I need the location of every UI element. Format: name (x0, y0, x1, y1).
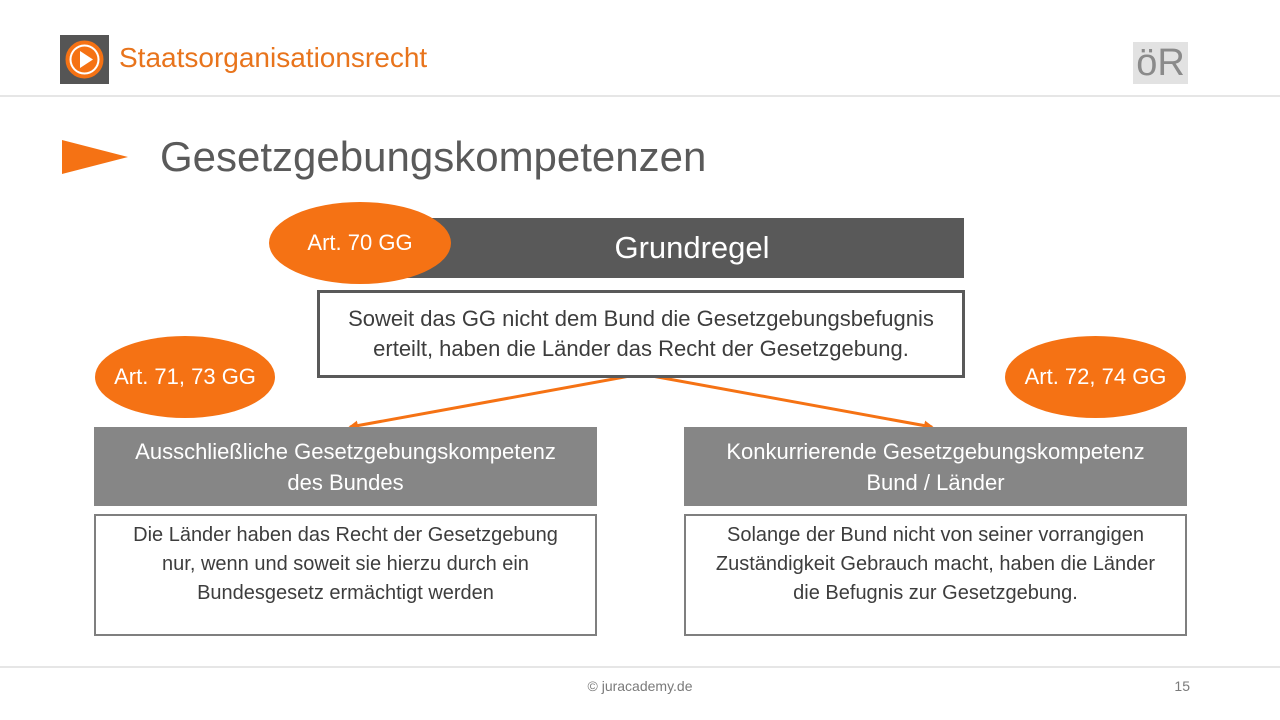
desc-line: Solange der Bund nicht von seiner vorrangigen (727, 524, 1144, 546)
exclusive-competence-heading (94, 427, 597, 506)
arrow-to-exclusive (350, 374, 641, 427)
footer-divider (0, 666, 1280, 668)
desc-line: Zuständigkeit Gebrauch macht, haben die Länder (715, 553, 1156, 575)
heading-line: Ausschließliche Gesetzgebungskompetenz (135, 438, 556, 464)
desc-line: die Befugnis zur Gesetzgebung. (793, 582, 1078, 604)
article-label: Art. 70 GG (307, 230, 413, 255)
article-label: Art. 71, 73 GG (114, 364, 256, 389)
article-badge-71-73 (95, 336, 275, 418)
grundregel-label: Grundregel (614, 230, 770, 265)
concurrent-competence-description (684, 514, 1187, 636)
concurrent-competence-heading (684, 427, 1187, 506)
heading-line: Konkurrierende Gesetzgebungskompetenz (726, 438, 1145, 464)
grundregel-text-box (317, 290, 965, 378)
article-badge-70 (269, 202, 451, 284)
heading-line: des Bundes (287, 469, 404, 495)
heading-line: Bund / Länder (866, 469, 1005, 495)
arrow-to-concurrent (641, 374, 932, 427)
article-badge-72-74 (1005, 336, 1186, 418)
slide-title: Gesetzgebungskompetenzen (160, 133, 707, 180)
desc-line: Bundesgesetz ermächtigt werden (197, 582, 494, 604)
article-label: Art. 72, 74 GG (1024, 364, 1167, 389)
app-title: Staatsorganisationsrecht (119, 42, 428, 73)
desc-line: Die Länder haben das Recht der Gesetzgebung (133, 524, 558, 546)
page-number: 15 (1174, 678, 1190, 694)
grundregel-heading (380, 218, 964, 278)
grundregel-text-line: erteilt, haben die Länder das Recht der Gesetzgebung. (373, 336, 909, 361)
grundregel-text-line: Soweit das GG nicht dem Bund die Gesetzgebungsbefugnis (348, 306, 934, 331)
desc-line: nur, wenn und soweit sie hierzu durch ein (162, 553, 529, 575)
subject-badge: öR (1133, 42, 1188, 84)
copyright: © juracademy.de (587, 678, 693, 694)
exclusive-competence-description (94, 514, 597, 636)
